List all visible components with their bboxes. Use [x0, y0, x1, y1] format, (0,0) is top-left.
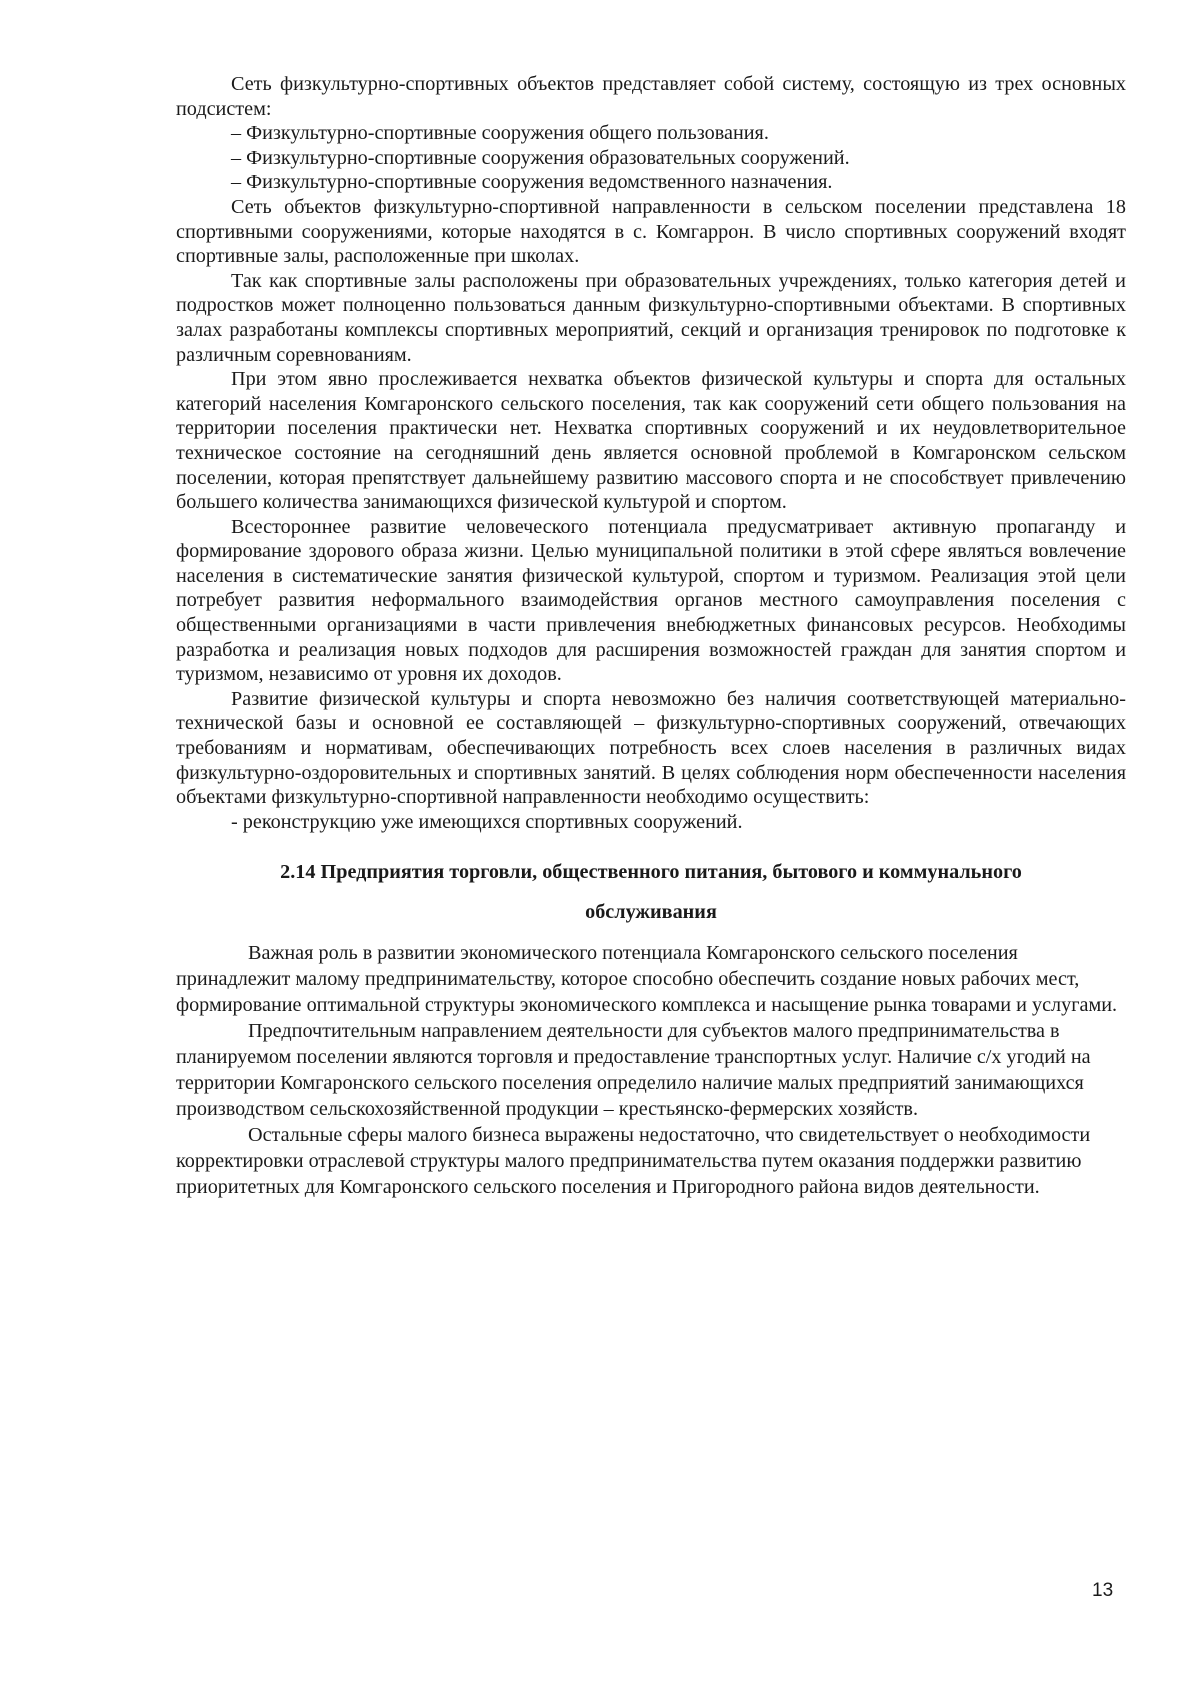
list-item: – Физкультурно-спортивные сооружения общего пользования. [231, 122, 769, 145]
list-item: - реконструкцию уже имеющихся спортивных сооружений. [231, 810, 743, 833]
section-heading [176, 852, 1126, 932]
document-body [176, 72, 1126, 1200]
paragraph: При этом явно прослеживается нехватка объектов физической культуры и спорта для остальных категорий населения Комгаронского сельского поселения, так как сооружений сети общего пользования на территории поселения практически нет. Нехватка спортивных сооружений и их неудовлетворительное техническое состояние на сегодняшний день является основной проблемой в Комгаронском сельском поселении, которая препятствует дальнейшему развитию массового спорта и не способствует привлечению большего количества занимающихся физической культурой и спортом. [176, 368, 1126, 514]
paragraph: Остальные сферы малого бизнеса выражены недостаточно, что свидетельствует о необходимости корректировки отраслевой структуры малого предпринимательства путем оказания поддержки развитию приоритетных для Комгаронского сельского поселения и Пригородного района видов деятельности. [176, 1124, 1091, 1199]
section-body [176, 940, 1126, 1200]
paragraph-intro: Сеть физкультурно-спортивных объектов представляет собой систему, состоящую из трех основных подсистем: [176, 73, 1126, 120]
list-item: – Физкультурно-спортивные сооружения образовательных сооружений. [231, 146, 850, 169]
section-heading-line: 2.14 Предприятия торговли, общественного питания, бытового и коммунального [280, 861, 1022, 884]
paragraph: Сеть объектов физкультурно-спортивной направленности в сельском поселении представлена 18 спортивными сооружениями, которые находятся в с. Комгаррон. В число спортивных сооружений входят спортивные залы, расположенные при школах. [176, 195, 1126, 268]
paragraph: Так как спортивные залы расположены при образовательных учреждениях, только категория детей и подростков может полноценно пользоваться данным физкультурно-спортивными объектами. В спортивных залах разработаны комплексы спортивных мероприятий, секций и организация тренировок по подготовке к различным соревнованиям. [176, 269, 1126, 366]
paragraph: Предпочтительным направлением деятельности для субъектов малого предпринимательства в планируемом поселении являются торговля и предоставление транспортных услуг. Наличие с/х угодий на территории Комгаронского сельского поселения определило наличие малых предприятий занимающихся производством сельскохозяйственной продукции – крестьянско-фермерских хозяйств. [176, 1020, 1091, 1121]
paragraph: Развитие физической культуры и спорта невозможно без наличия соответствующей материально-технической базы и основной ее составляющей – физкультурно-спортивных сооружений, отвечающих требованиям и нормативам, обеспечивающих потребность всех слоев населения в различных видах физкультурно-оздоровительных и спортивных занятий. В целях соблюдения норм обеспеченности населения объектами физкультурно-спортивной направленности необходимо осуществить: [176, 687, 1126, 809]
paragraph: Всестороннее развитие человеческого потенциала предусматривает активную пропаганду и формирование здорового образа жизни. Целью муниципальной политики в этой сфере являться вовлечение населения в систематические занятия физической культурой, спортом и туризмом. Реализация этой цели потребует развития неформального взаимодействия органов местного самоуправления поселения с общественными организациями в части привлечения внебюджетных финансовых ресурсов. Необходимы разработка и реализация новых подходов для расширения возможностей граждан для занятия спортом и туризмом, независимо от уровня их доходов. [176, 515, 1126, 686]
section-heading-line: обслуживания [585, 901, 717, 924]
list-item: – Физкультурно-спортивные сооружения ведомственного назначения. [231, 171, 833, 194]
paragraph: Важная роль в развитии экономического потенциала Комгаронского сельского поселения принадлежит малому предпринимательству, которое способно обеспечить создание новых рабочих мест, формирование оптимальной структуры экономического комплекса и насыщение рынка товарами и услугами. [176, 942, 1118, 1017]
page-number: 13 [1092, 1580, 1114, 1601]
